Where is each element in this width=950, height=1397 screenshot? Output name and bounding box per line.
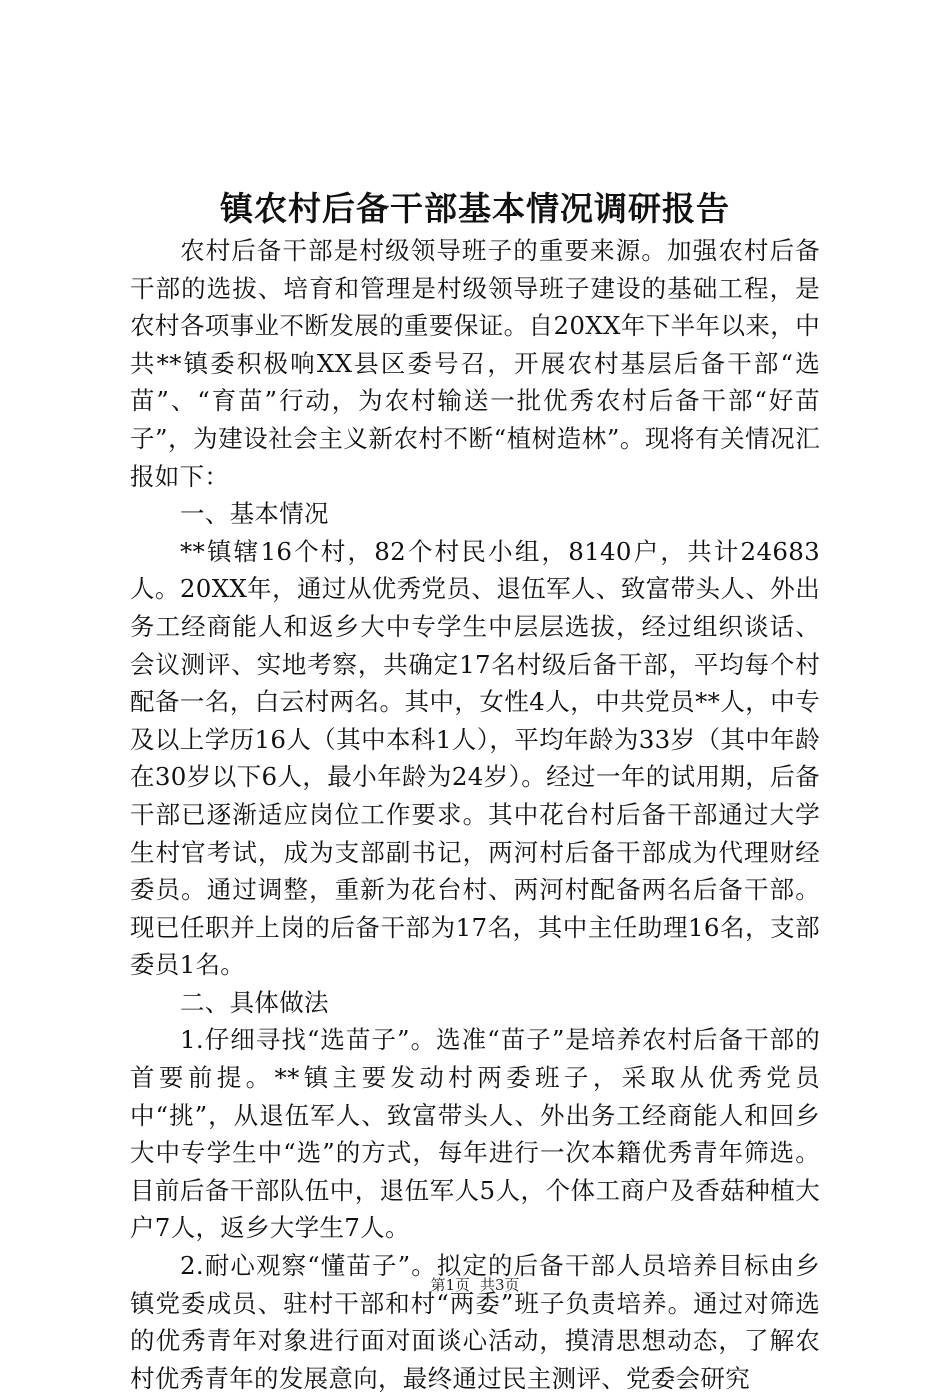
page-total: 共3页 — [480, 1276, 520, 1294]
paragraph-method-2: 2.耐心观察“懂苗子”。拟定的后备干部人员培养目标由乡镇党委成员、驻村干部和村“两委”班子负责培养。通过对筛选的优秀青年对象进行面对面谈心活动，摸清思想动态，了解农村优秀青年的发展意向，最终通过民主测评、党委会研究 — [130, 1251, 820, 1393]
document-body — [130, 232, 820, 1397]
paragraph-intro: 农村后备干部是村级领导班子的重要来源。加强农村后备干部的选拔、培育和管理是村级领导班子建设的基础工程，是农村各项事业不断发展的重要保证。自20XX年下半年以来，中共**镇委积极响XX县区委号召，开展农村基层后备干部“选苗”、“育苗”行动，为农村输送一批优秀农村后备干部“好苗子”，为建设社会主义新农村不断“植树造林”。现将有关情况汇报如下： — [130, 236, 820, 491]
paragraph-basic-situation: **镇辖16个村，82个村民小组，8140户，共计24683人。20XX年，通过从优秀党员、退伍军人、致富带头人、外出务工经商能人和返乡大中专学生中层层选拔，经过组织谈话、会议测评、实地考察，共确定17名村级后备干部，平均每个村配备一名，白云村两名。其中，女性4人，中共党员**人，中专及以上学历16人（其中本科1人），平均年龄为33岁（其中年龄在30岁以下6人，最小年龄为24岁）。经过一年的试用期，后备干部已逐渐适应岗位工作要求。其中花台村后备干部通过大学生村官考试，成为支部副书记，两河村后备干部成为代理财经委员。通过调整，重新为花台村、两河村配备两名后备干部。现已任职并上岗的后备干部为17名，其中主任助理16名，支部委员1名。 — [130, 536, 820, 980]
document-title: 镇农村后备干部基本情况调研报告 — [220, 189, 730, 228]
page-number: 第1页 — [430, 1276, 470, 1294]
section-heading-basic-situation: 一、基本情况 — [180, 499, 329, 529]
paragraph-method-1: 1.仔细寻找“选苗子”。选准“苗子”是培养农村后备干部的首要前提。**镇主要发动村两委班子，采取从优秀党员中“挑”，从退伍军人、致富带头人、外出务工经商能人和回乡大中专学生中“选”的方式，每年进行一次本籍优秀青年筛选。目前后备干部队伍中，退伍军人5人，个体工商户及香菇种植大户7人，返乡大学生7人。 — [130, 1025, 820, 1243]
page-footer — [0, 1275, 950, 1295]
section-heading-specific-methods: 二、具体做法 — [180, 987, 329, 1017]
